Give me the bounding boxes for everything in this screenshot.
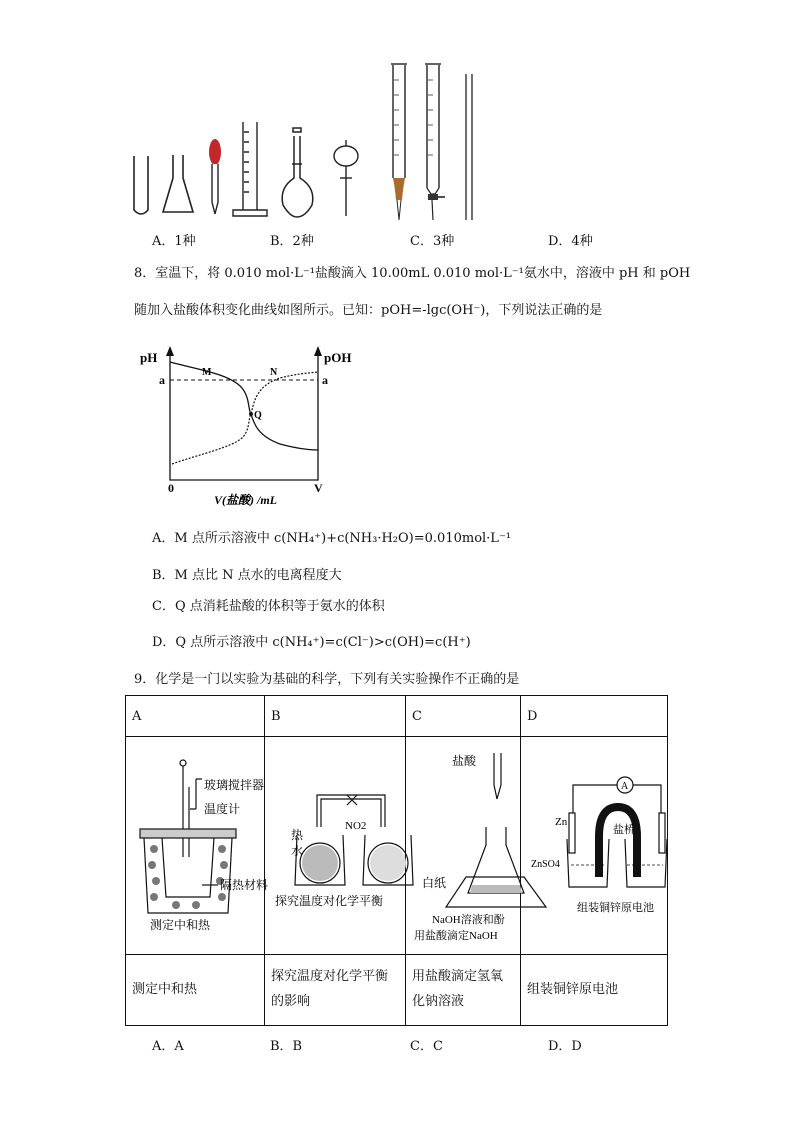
q9-option-c[interactable]: C．C [410,1039,443,1054]
q8-option-b[interactable]: B．M 点比 N 点水的电离程度大 [152,568,342,583]
q9-caption-b: 探究温度对化学平衡的影响 [265,955,406,1026]
graduated-cylinder-icon [233,122,267,216]
fig-a-title: 测定中和热 [150,918,211,932]
fig-b-water-label: 水 [291,844,304,858]
q8-a-left: a [159,373,165,387]
q9-figure-c [406,737,521,955]
q8-point-n: N [270,367,278,378]
glass-rod-icon [466,74,472,220]
q9-header-d: D [521,696,668,737]
fig-c-title: 用盐酸滴定NaOH [414,930,498,942]
q8-a-right: a [322,373,328,387]
q9-header-a: A [126,696,265,737]
q9-header-c: C [406,696,521,737]
base-burette-icon [391,64,407,220]
q8-point-q: Q [254,410,262,421]
q8-stem-line1: 8．室温下，将 0.010 mol·L⁻¹盐酸滴入 10.00mL 0.010 mol·L⁻¹氨水中，溶液中 pH 和 pOH [134,266,691,281]
fig-d-bridge-label: 盐桥 [613,824,635,836]
q7-option-c[interactable]: C．3种 [410,234,455,249]
separatory-funnel-icon [334,140,358,216]
q9-stem: 9．化学是一门以实验为基础的科学，下列有关实验操作不正确的是 [134,672,520,687]
q7-option-a[interactable]: A．1种 [152,234,196,249]
q9-option-a[interactable]: A．A [152,1039,184,1054]
q9-figure-d [521,737,668,955]
q8-right-axis-label: pOH [324,350,352,365]
conical-flask-icon [163,155,193,212]
fig-d-title: 组装铜锌原电池 [577,902,654,914]
q9-caption-d: 组装铜锌原电池 [521,955,668,1026]
q9-figure-a [126,737,269,955]
q8-ph-poh-graph [130,340,370,510]
fig-b-hot-label: 热 [291,828,304,842]
q9-caption-a: 测定中和热 [126,955,265,1026]
q9-figure-b [265,737,406,955]
q8-option-d[interactable]: D．Q 点所示溶液中 c(NH₄⁺)=c(Cl⁻)>c(OH)=c(H⁺) [152,635,471,650]
q9-option-d[interactable]: D．D [548,1039,582,1054]
q9-header-b: B [265,696,406,737]
q7-apparatus-figure [125,60,485,225]
fig-c-paper-label: 白纸 [422,876,447,890]
q8-option-a[interactable]: A．M 点所示溶液中 c(NH₄⁺)+c(NH₃·H₂O)=0.010mol·L⁻¹ [152,531,512,546]
fig-a-insul-label: 隔热材料 [220,878,269,892]
fig-b-title: 探究温度对化学平衡 [275,894,384,908]
q7-option-b[interactable]: B．2种 [270,234,314,249]
q8-xaxis-label: V(盐酸) /mL [214,493,277,507]
fig-d-zn-label: Zn [555,816,568,828]
q8-stem-line2: 随加入盐酸体积变化曲线如图所示。已知：pOH=-lgc(OH⁻)，下列说法正确的是 [134,303,603,318]
q8-origin-label: 0 [168,481,174,495]
q8-option-c[interactable]: C．Q 点消耗盐酸的体积等于氨水的体积 [152,599,385,614]
fig-a-stir-label: 玻璃搅拌器 [204,778,265,792]
test-tube-icon [134,156,148,214]
q9-caption-c: 用盐酸滴定氢氧化钠溶液 [406,955,521,1026]
acid-burette-icon [425,64,445,220]
volumetric-flask-icon [282,128,313,217]
fig-b-no2-label: NO2 [345,820,367,832]
q7-option-d[interactable]: D．4种 [548,234,593,249]
dropper-icon [209,139,221,214]
q8-v-label: V [314,481,323,495]
fig-d-znso4-label: ZnSO4 [531,859,560,870]
fig-c-sol-label: NaOH溶液和酚 [432,914,505,926]
fig-c-acid-label: 盐酸 [452,754,477,768]
q8-point-m: M [202,367,212,378]
q9-option-b[interactable]: B．B [270,1039,303,1054]
q9-table [125,695,668,1026]
fig-d-meter-label: A [621,781,629,792]
fig-a-thermo-label: 温度计 [204,802,241,816]
q8-left-axis-label: pH [140,350,158,365]
